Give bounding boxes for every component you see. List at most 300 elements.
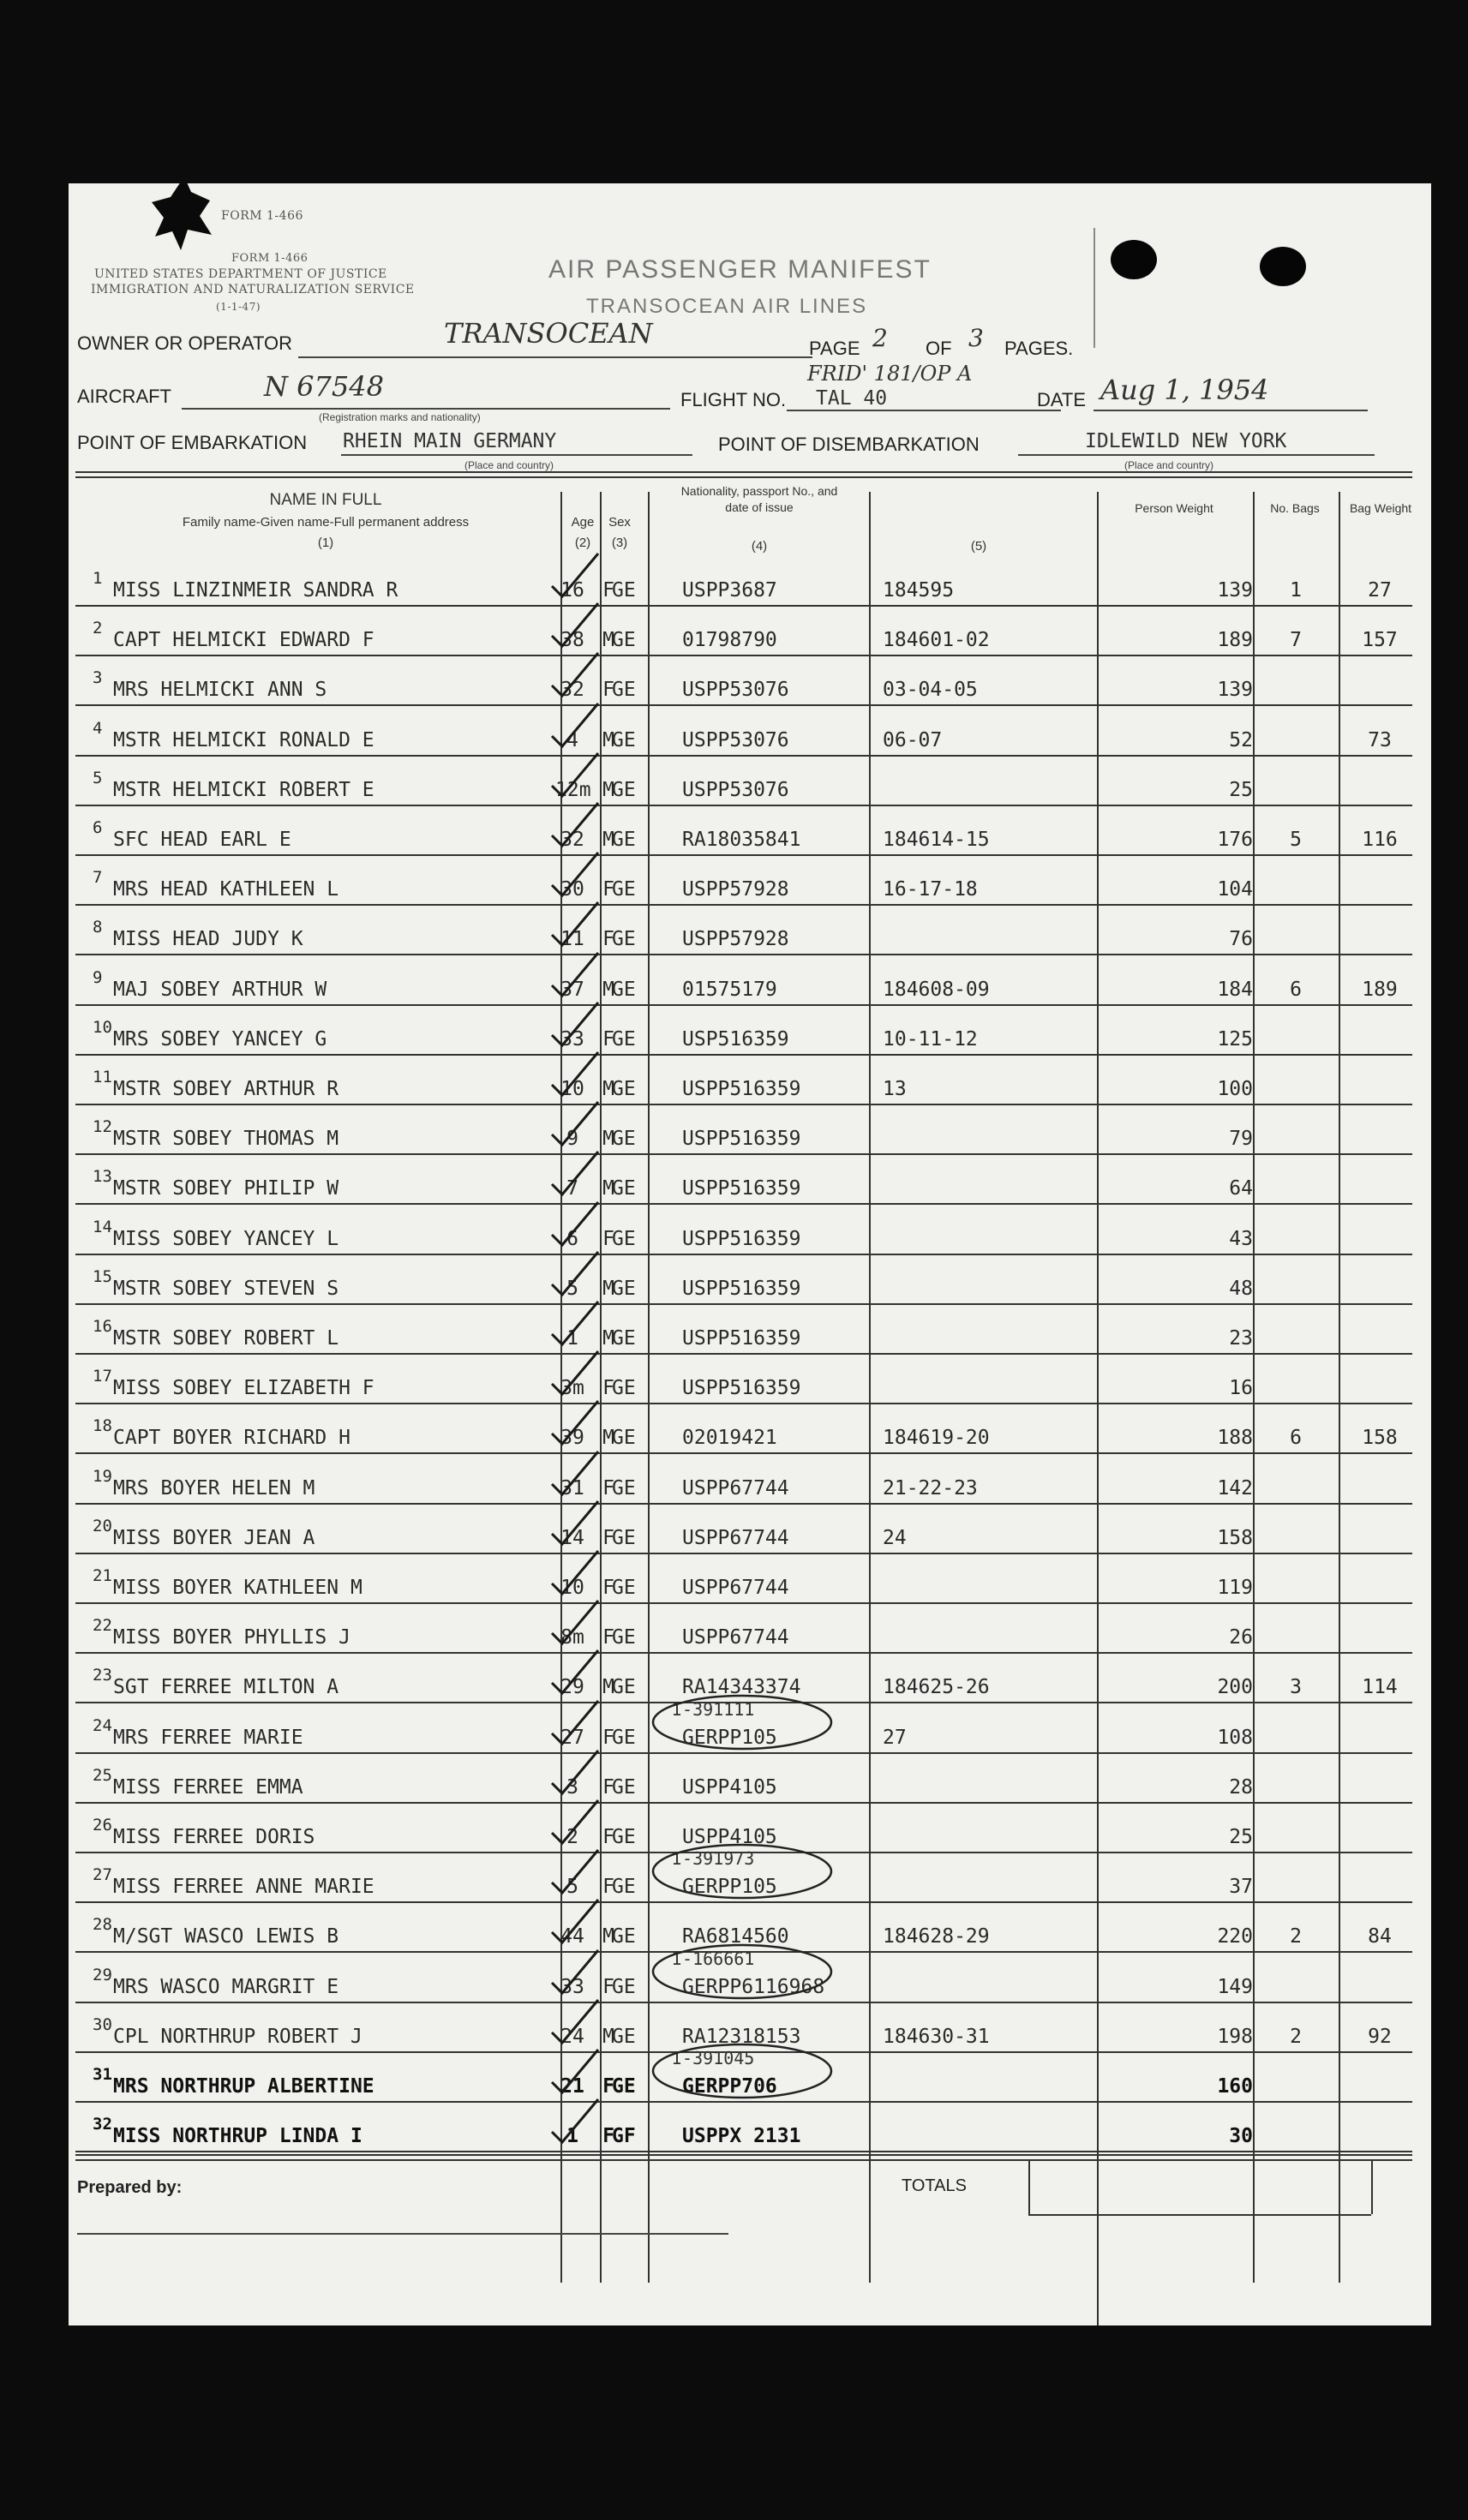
alien-number-circle bbox=[648, 1942, 836, 2002]
nationality-code: GE bbox=[612, 778, 636, 801]
nationality-code: GE bbox=[612, 978, 636, 1001]
table-row bbox=[69, 1006, 1431, 1056]
totals-right-rule bbox=[1371, 2159, 1373, 2214]
row-number: 27 bbox=[93, 1865, 112, 1885]
bag-weight: 92 bbox=[1368, 2025, 1392, 2048]
table-bottom-rule-2 bbox=[75, 2159, 1412, 2161]
passenger-name: MRS BOYER HELEN M bbox=[113, 1476, 315, 1499]
embark-underline bbox=[341, 454, 692, 456]
passenger-age: 3 bbox=[566, 1775, 578, 1799]
alien-registration-number: I-166661 bbox=[672, 1948, 755, 1969]
passenger-name: M/SGT WASCO LEWIS B bbox=[113, 1925, 339, 1948]
check-mark bbox=[545, 2094, 605, 2146]
passenger-name: MRS HELMICKI ANN S bbox=[113, 679, 327, 702]
form-edition: (1-1-47) bbox=[216, 301, 261, 313]
person-weight: 79 bbox=[1229, 1128, 1253, 1151]
col-5-no: (5) bbox=[970, 539, 987, 554]
passport-number: 02019421 bbox=[682, 1427, 777, 1450]
passenger-sex: F bbox=[602, 1476, 614, 1499]
table-row bbox=[69, 1698, 1431, 1754]
disembark-underline bbox=[1018, 454, 1375, 456]
nationality-code: GE bbox=[612, 1476, 636, 1499]
prepared-by-line bbox=[77, 2233, 728, 2235]
nationality-code: GE bbox=[612, 1975, 636, 1998]
passenger-age: 29 bbox=[560, 1676, 584, 1699]
person-weight: 37 bbox=[1229, 1876, 1253, 1899]
passenger-age: 44 bbox=[560, 1925, 584, 1948]
passenger-name: MISS NORTHRUP LINDA I bbox=[113, 2125, 363, 2148]
flight-value: TAL 40 bbox=[816, 387, 888, 410]
passenger-sex: M bbox=[602, 1676, 614, 1699]
bag-count: 6 bbox=[1290, 978, 1302, 1001]
passenger-name: MRS NORTHRUP ALBERTINE bbox=[113, 2075, 374, 2098]
passport-number: RA6814560 bbox=[682, 1925, 789, 1948]
person-weight: 184 bbox=[1217, 978, 1253, 1001]
table-row bbox=[69, 1056, 1431, 1105]
person-weight: 52 bbox=[1229, 728, 1253, 751]
nationality-code: GE bbox=[612, 1876, 636, 1899]
nationality-code: GE bbox=[612, 1526, 636, 1549]
passenger-age: 6 bbox=[566, 1227, 578, 1250]
service-name: IMMIGRATION AND NATURALIZATION SERVICE bbox=[91, 283, 415, 296]
table-row bbox=[69, 557, 1431, 607]
table-row bbox=[69, 1404, 1431, 1454]
passenger-name: MISS BOYER PHYLLIS J bbox=[113, 1626, 351, 1649]
passport-number: USPP53076 bbox=[682, 679, 789, 702]
passenger-sex: F bbox=[602, 878, 614, 901]
prepared-by-label: Prepared by: bbox=[77, 2178, 183, 2197]
check-mark bbox=[545, 1995, 605, 2046]
bag-weight: 27 bbox=[1368, 579, 1392, 602]
passenger-sex: M bbox=[602, 1277, 614, 1300]
passenger-sex: M bbox=[602, 1327, 614, 1350]
person-weight: 25 bbox=[1229, 778, 1253, 801]
passenger-sex: M bbox=[602, 2025, 614, 2048]
passport-number: USP516359 bbox=[682, 1027, 789, 1050]
row-number: 32 bbox=[93, 2115, 112, 2134]
passport-number: USPP57928 bbox=[682, 928, 789, 951]
passenger-sex: M bbox=[602, 728, 614, 751]
person-weight: 220 bbox=[1217, 1925, 1253, 1948]
row-number: 6 bbox=[93, 818, 103, 837]
person-weight: 25 bbox=[1229, 1826, 1253, 1848]
passenger-sex: M bbox=[602, 1427, 614, 1450]
check-mark bbox=[545, 1845, 605, 1899]
person-weight: 189 bbox=[1217, 629, 1253, 652]
passenger-sex: F bbox=[602, 679, 614, 702]
nationality-code: GE bbox=[612, 928, 636, 951]
bag-count: 5 bbox=[1290, 829, 1302, 851]
row-number: 11 bbox=[93, 1068, 112, 1086]
owner-value: TRANSOCEAN bbox=[444, 317, 653, 350]
person-weight: 104 bbox=[1217, 878, 1253, 901]
row-rule bbox=[75, 2151, 1412, 2152]
check-mark bbox=[545, 598, 605, 652]
table-row bbox=[69, 1754, 1431, 1804]
passenger-name: MSTR SOBEY THOMAS M bbox=[113, 1128, 339, 1151]
punch-hole-left bbox=[1111, 240, 1157, 279]
row-number: 25 bbox=[93, 1765, 112, 1785]
passenger-name: MAJ SOBEY ARTHUR W bbox=[113, 978, 327, 1001]
passenger-name: MISS FERREE DORIS bbox=[113, 1826, 315, 1848]
passenger-name: SFC HEAD EARL E bbox=[113, 829, 291, 851]
passenger-age: 2 bbox=[566, 1826, 578, 1848]
nationality-code: GE bbox=[612, 2075, 636, 2098]
passenger-age: 10 bbox=[560, 1577, 584, 1599]
person-weight: 64 bbox=[1229, 1177, 1253, 1200]
row-number: 8 bbox=[93, 918, 103, 937]
ticket-number: 24 bbox=[883, 1526, 907, 1549]
alien-registration-number: I-391111 bbox=[672, 1698, 755, 1720]
nationality-code: GE bbox=[612, 1377, 636, 1400]
check-mark bbox=[545, 1496, 605, 1547]
passport-number: USPP4105 bbox=[682, 1775, 777, 1799]
table-row bbox=[69, 757, 1431, 806]
passenger-name: MRS SOBEY YANCEY G bbox=[113, 1027, 327, 1050]
ticket-number: 184614-15 bbox=[883, 829, 990, 851]
bag-count: 2 bbox=[1290, 1925, 1302, 1948]
bag-weight: 84 bbox=[1368, 1925, 1392, 1948]
passport-number: USPP53076 bbox=[682, 728, 789, 751]
passenger-sex: M bbox=[602, 1177, 614, 1200]
passenger-sex: F bbox=[602, 1227, 614, 1250]
passport-number: USPP516359 bbox=[682, 1177, 801, 1200]
bag-weight: 158 bbox=[1362, 1427, 1398, 1450]
passport-number: USPP516359 bbox=[682, 1277, 801, 1300]
passenger-sex: F bbox=[602, 2125, 614, 2148]
col-age-header: Age bbox=[571, 515, 595, 530]
passport-number: 01798790 bbox=[682, 629, 777, 652]
owner-label: OWNER OR OPERATOR bbox=[77, 332, 292, 354]
passport-number: 01575179 bbox=[682, 978, 777, 1001]
aircraft-sub: (Registration marks and nationality) bbox=[319, 411, 481, 423]
nationality-code: GE bbox=[612, 1128, 636, 1151]
disembark-value: IDLEWILD NEW YORK bbox=[1085, 430, 1287, 452]
passenger-name: MISS FERREE ANNE MARIE bbox=[113, 1876, 374, 1899]
nationality-code: GE bbox=[612, 1925, 636, 1948]
passenger-sex: F bbox=[602, 1577, 614, 1599]
row-number: 28 bbox=[93, 1915, 112, 1935]
owner-underline bbox=[298, 356, 812, 358]
date-underline bbox=[1094, 410, 1368, 411]
ticket-number: 184630-31 bbox=[883, 2025, 990, 2048]
passport-number: USPP53076 bbox=[682, 778, 789, 801]
ticket-number: 13 bbox=[883, 1078, 907, 1100]
passport-number: GERPP6116968 bbox=[682, 1975, 825, 1998]
alien-number-circle bbox=[648, 1841, 836, 1901]
disembark-label: POINT OF DISEMBARKATION bbox=[718, 434, 980, 455]
table-row bbox=[69, 1255, 1431, 1305]
person-weight: 43 bbox=[1229, 1227, 1253, 1250]
passport-number: USPPX 2131 bbox=[682, 2125, 801, 2148]
punch-hole-right bbox=[1260, 247, 1306, 286]
passenger-name: MISS BOYER KATHLEEN M bbox=[113, 1577, 363, 1599]
passenger-age: 38 bbox=[560, 629, 584, 652]
check-mark bbox=[545, 1247, 605, 1298]
bag-count: 1 bbox=[1290, 579, 1302, 602]
person-weight: 100 bbox=[1217, 1078, 1253, 1100]
manifest-page bbox=[69, 183, 1431, 2325]
person-weight: 176 bbox=[1217, 829, 1253, 851]
passport-number: USPP57928 bbox=[682, 878, 789, 901]
passenger-age: 5 bbox=[566, 1277, 578, 1300]
col-bag-weight: Bag Weight bbox=[1349, 501, 1412, 515]
table-row bbox=[69, 806, 1431, 856]
passenger-sex: F bbox=[602, 1876, 614, 1899]
table-row bbox=[69, 1455, 1431, 1505]
totals-label: TOTALS bbox=[902, 2176, 967, 2195]
row-number: 16 bbox=[93, 1317, 112, 1336]
person-weight: 16 bbox=[1229, 1377, 1253, 1400]
row-number: 14 bbox=[93, 1217, 112, 1236]
table-row bbox=[69, 1948, 1431, 2003]
row-number: 5 bbox=[93, 768, 103, 787]
passport-number: RA12318153 bbox=[682, 2025, 801, 2048]
person-weight: 119 bbox=[1217, 1577, 1253, 1599]
person-weight: 76 bbox=[1229, 928, 1253, 951]
row-number: 4 bbox=[93, 718, 103, 738]
row-number: 21 bbox=[93, 1566, 112, 1585]
page-label: PAGE bbox=[809, 338, 860, 359]
row-number: 29 bbox=[93, 1965, 112, 1984]
embark-label: POINT OF EMBARKATION bbox=[77, 432, 308, 453]
flight-label: FLIGHT NO. bbox=[680, 389, 787, 410]
date-value: Aug 1, 1954 bbox=[1100, 374, 1269, 406]
passenger-sex: F bbox=[602, 928, 614, 951]
passenger-sex: F bbox=[602, 1526, 614, 1549]
check-mark bbox=[545, 897, 605, 949]
bag-weight: 114 bbox=[1362, 1676, 1398, 1699]
row-number: 26 bbox=[93, 1816, 112, 1835]
passport-number: USPP516359 bbox=[682, 1227, 801, 1250]
table-row bbox=[69, 1505, 1431, 1554]
ticket-number: 27 bbox=[883, 1726, 907, 1749]
table-row bbox=[69, 1355, 1431, 1404]
row-number: 13 bbox=[93, 1167, 112, 1187]
header-corner-line bbox=[1094, 228, 1095, 348]
ticket-number: 184619-20 bbox=[883, 1427, 990, 1450]
row-number: 19 bbox=[93, 1466, 112, 1486]
passenger-sex: F bbox=[602, 1775, 614, 1799]
person-weight: 28 bbox=[1229, 1775, 1253, 1799]
passport-number: USPP67744 bbox=[682, 1476, 789, 1499]
passenger-age: 39 bbox=[560, 1427, 584, 1450]
table-row bbox=[69, 607, 1431, 656]
passenger-sex: M bbox=[602, 1128, 614, 1151]
check-mark bbox=[545, 548, 605, 600]
check-mark bbox=[545, 948, 605, 999]
flight-underline bbox=[787, 410, 1061, 411]
passenger-sex: F bbox=[602, 1726, 614, 1749]
row-number: 15 bbox=[93, 1266, 112, 1286]
table-bottom-rule bbox=[75, 2154, 1412, 2156]
table-row bbox=[69, 906, 1431, 955]
check-mark bbox=[545, 1795, 605, 1847]
passenger-sex: F bbox=[602, 579, 614, 602]
aircraft-underline bbox=[182, 408, 670, 410]
passport-number: RA18035841 bbox=[682, 829, 801, 851]
table-row bbox=[69, 1105, 1431, 1155]
passenger-sex: F bbox=[602, 1027, 614, 1050]
passenger-name: CAPT HELMICKI EDWARD F bbox=[113, 629, 374, 652]
ticket-number: 184601-02 bbox=[883, 629, 990, 652]
nationality-code: GE bbox=[612, 579, 636, 602]
passenger-name: CAPT BOYER RICHARD H bbox=[113, 1427, 351, 1450]
passenger-sex: F bbox=[602, 1377, 614, 1400]
manifest-title: AIR PASSENGER MANIFEST bbox=[548, 255, 932, 284]
person-weight: 142 bbox=[1217, 1476, 1253, 1499]
passenger-sex: M bbox=[602, 829, 614, 851]
passenger-name: MISS FERREE EMMA bbox=[113, 1775, 303, 1799]
person-weight: 158 bbox=[1217, 1526, 1253, 1549]
person-weight: 139 bbox=[1217, 579, 1253, 602]
passenger-age: 11 bbox=[560, 928, 584, 951]
check-mark bbox=[545, 1396, 605, 1450]
passenger-name: MSTR HELMICKI RONALD E bbox=[113, 728, 374, 751]
passenger-name: MISS SOBEY YANCEY L bbox=[113, 1227, 339, 1250]
passenger-name: MRS WASCO MARGRIT E bbox=[113, 1975, 339, 1998]
col-name-no: (1) bbox=[317, 536, 334, 550]
ticket-number: 184625-26 bbox=[883, 1676, 990, 1699]
table-row bbox=[69, 856, 1431, 906]
check-mark bbox=[545, 1595, 605, 1647]
passenger-name: MSTR SOBEY ARTHUR R bbox=[113, 1078, 339, 1100]
check-mark bbox=[545, 1745, 605, 1797]
row-number: 23 bbox=[93, 1666, 112, 1685]
alien-number-circle bbox=[648, 2041, 836, 2101]
passenger-sex: M bbox=[602, 778, 614, 801]
aircraft-value: N 67548 bbox=[264, 370, 384, 403]
passenger-name: MISS LINZINMEIR SANDRA R bbox=[113, 579, 398, 602]
passenger-sex: F bbox=[602, 1826, 614, 1848]
table-row bbox=[69, 1206, 1431, 1255]
row-number: 31 bbox=[93, 2065, 112, 2084]
person-weight: 198 bbox=[1217, 2025, 1253, 2048]
nationality-code: GE bbox=[612, 1775, 636, 1799]
bag-weight: 73 bbox=[1368, 728, 1392, 751]
check-mark bbox=[545, 2044, 605, 2096]
check-mark bbox=[545, 748, 605, 799]
nationality-code: GE bbox=[612, 1277, 636, 1300]
table-row bbox=[69, 1604, 1431, 1654]
check-mark bbox=[545, 1197, 605, 1248]
row-number: 7 bbox=[93, 868, 103, 888]
check-mark bbox=[545, 1346, 605, 1398]
check-mark bbox=[545, 1296, 605, 1348]
check-mark bbox=[545, 1894, 605, 1946]
passport-number: USPP516359 bbox=[682, 1377, 801, 1400]
nationality-code: GE bbox=[612, 629, 636, 652]
row-number: 30 bbox=[93, 2014, 112, 2034]
bag-weight: 116 bbox=[1362, 829, 1398, 851]
ticket-number: 03-04-05 bbox=[883, 679, 978, 702]
table-row bbox=[69, 656, 1431, 706]
col-sex-no: (3) bbox=[611, 536, 628, 550]
passport-number: USPP4105 bbox=[682, 1826, 777, 1848]
passenger-age: 7 bbox=[566, 1177, 578, 1200]
nationality-code: GE bbox=[612, 1227, 636, 1250]
totals-bottom-rule bbox=[1028, 2214, 1371, 2216]
check-mark bbox=[545, 1097, 605, 1151]
ticket-number: 184595 bbox=[883, 579, 955, 602]
person-weight: 26 bbox=[1229, 1626, 1253, 1649]
table-row bbox=[69, 956, 1431, 1006]
bag-count: 2 bbox=[1290, 2025, 1302, 2048]
ticket-number: 10-11-12 bbox=[883, 1027, 978, 1050]
passport-number: USPP516359 bbox=[682, 1128, 801, 1151]
row-number: 9 bbox=[93, 967, 103, 987]
passenger-name: SGT FERREE MILTON A bbox=[113, 1676, 339, 1699]
check-mark bbox=[545, 847, 605, 899]
passenger-age: 21 bbox=[560, 2075, 584, 2098]
passenger-age: 4 bbox=[566, 728, 578, 751]
nationality-code: GE bbox=[612, 728, 636, 751]
table-row bbox=[69, 707, 1431, 757]
passport-number: GERPP105 bbox=[682, 1876, 777, 1899]
passenger-age: 33 bbox=[560, 1027, 584, 1050]
col-person-weight: Person Weight bbox=[1135, 501, 1213, 515]
row-number: 1 bbox=[93, 569, 103, 588]
passenger-age: 32 bbox=[560, 829, 584, 851]
passport-number: GERPP105 bbox=[682, 1726, 777, 1749]
check-mark bbox=[545, 1446, 605, 1498]
check-mark bbox=[545, 798, 605, 849]
row-number: 10 bbox=[93, 1017, 112, 1037]
pages-value: 3 bbox=[968, 324, 984, 352]
passport-number: USPP67744 bbox=[682, 1577, 789, 1599]
nationality-code: GE bbox=[612, 878, 636, 901]
check-mark bbox=[545, 648, 605, 702]
passenger-name: MISS SOBEY ELIZABETH F bbox=[113, 1377, 374, 1400]
person-weight: 108 bbox=[1217, 1726, 1253, 1749]
passenger-age: 24 bbox=[560, 2025, 584, 2048]
table-row bbox=[69, 1305, 1431, 1355]
person-weight: 160 bbox=[1217, 2075, 1253, 2098]
table-row bbox=[69, 1848, 1431, 1903]
airline-name: TRANSOCEAN AIR LINES bbox=[586, 295, 868, 318]
check-mark bbox=[545, 1047, 605, 1098]
passenger-sex: F bbox=[602, 2075, 614, 2098]
col-nat-header: Nationality, passport No., and date of issue bbox=[680, 484, 838, 514]
pages-label: PAGES. bbox=[1004, 338, 1074, 359]
ticket-number: 184608-09 bbox=[883, 978, 990, 1001]
col-name-sub: Family name-Given name-Full permanent address bbox=[182, 515, 470, 530]
form-stamp-top: FORM 1-466 bbox=[221, 209, 303, 223]
row-number: 24 bbox=[93, 1715, 112, 1735]
nationality-code: GE bbox=[612, 2025, 636, 2048]
nationality-code: GE bbox=[612, 829, 636, 851]
ticket-number: 21-22-23 bbox=[883, 1476, 978, 1499]
col-no-bags: No. Bags bbox=[1270, 501, 1320, 515]
person-weight: 139 bbox=[1217, 679, 1253, 702]
department-name: UNITED STATES DEPARTMENT OF JUSTICE bbox=[94, 267, 387, 281]
passenger-age: 27 bbox=[560, 1726, 584, 1749]
row-number: 12 bbox=[93, 1117, 112, 1137]
page-value: 2 bbox=[872, 324, 888, 352]
person-weight: 30 bbox=[1229, 2125, 1253, 2148]
flight-note: FRID' 181/OP A bbox=[807, 362, 973, 386]
embark-sub: (Place and country) bbox=[464, 459, 554, 471]
bag-count: 3 bbox=[1290, 1676, 1302, 1699]
passenger-age: 31 bbox=[560, 1476, 584, 1499]
nationality-code: GE bbox=[612, 1427, 636, 1450]
nationality-code: GE bbox=[612, 679, 636, 702]
nationality-code: GE bbox=[612, 1327, 636, 1350]
passenger-sex: M bbox=[602, 1078, 614, 1100]
passport-number: USPP67744 bbox=[682, 1526, 789, 1549]
passenger-age: 14 bbox=[560, 1526, 584, 1549]
passenger-age: 9 bbox=[566, 1128, 578, 1151]
